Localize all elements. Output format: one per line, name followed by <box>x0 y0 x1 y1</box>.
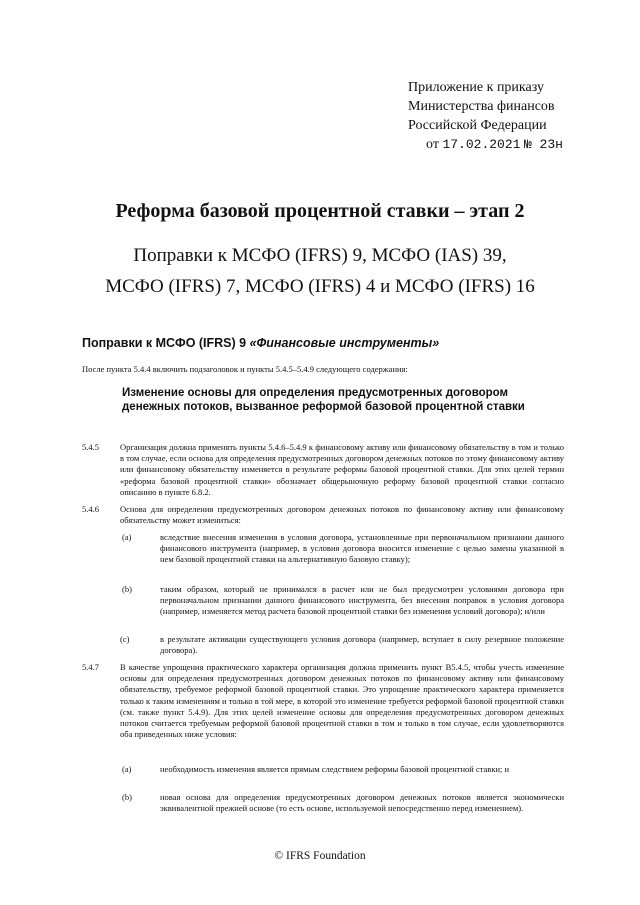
order-stamp <box>408 78 608 154</box>
stamp-from-label: от <box>426 137 439 152</box>
list-item-label: (с) <box>120 634 130 644</box>
paragraph-number: 5.4.6 <box>82 504 99 514</box>
document-title: Реформа базовой процентной ставки – этап 2 <box>115 200 525 222</box>
stamp-date-line <box>426 135 608 154</box>
stamp-date: 17.02.2021 <box>442 137 521 152</box>
list-item-label: (а) <box>122 532 132 542</box>
stamp-line-2: Министерства финансов <box>408 99 555 114</box>
stamp-line-3: Российской Федерации <box>408 118 547 133</box>
section-intro: После пункта 5.4.4 включить подзаголовок и пункты 5.4.5–5.4.9 следующего содержания: <box>82 364 408 374</box>
subheading: Изменение основы для определения предусмотренных договором денежных потоков, вызванное реформой базовой процентной ставки <box>122 387 525 413</box>
list-item-text: необходимость изменения является прямым следствием реформы базовой процентной ставки; и <box>160 764 510 774</box>
subtitle-line-1: Поправки к МСФО (IFRS) 9, МСФО (IAS) 39, <box>133 245 507 266</box>
paragraph-number: 5.4.7 <box>82 662 99 672</box>
list-item-label: (b) <box>122 584 132 594</box>
page-footer: © IFRS Foundation <box>274 850 366 862</box>
list-item-label: (b) <box>122 792 132 802</box>
subtitle-line-2: МСФО (IFRS) 7, МСФО (IFRS) 4 и МСФО (IFRS) 16 <box>105 276 535 297</box>
section-heading-italic: «Финансовые инструменты» <box>249 336 440 350</box>
section-heading-plain: Поправки к МСФО (IFRS) 9 <box>82 336 250 350</box>
document-subtitle <box>0 240 640 302</box>
list-item-text: таким образом, который не принимался в расчет или не был предусмотрен условиями договора при первоначальном признании данного финансового инструмента, без внесения поправок в условия договора (например, изменяется метод расчета базовой процентной ставки без изменения условий договора); и/или <box>160 584 564 617</box>
paragraph-text: Основа для определения предусмотренных договором денежных потоков по финансовому активу или финансовому обязательству может измениться: <box>120 504 564 526</box>
list-item-text: в результате активации существующего условия договора (например, вступает в силу резервное положение договора). <box>160 634 564 656</box>
paragraph-text: Организация должна применять пункты 5.4.6–5.4.9 к финансовому активу или финансовому обязательству в том и только в том случае, если основа для определения предусмотренных договором денежных потоков по этому финансовому активу или финансовому обязательству изменяется в результате реформы базовой процентной ставки. Для этих целей термин «реформа базовой процентной ставки» обозначает общерыночную реформу базовой процентной ставки согласно описанию в пункте 6.8.2. <box>120 442 564 497</box>
stamp-number: № 23н <box>523 137 563 152</box>
paragraph-text: В качестве упрощения практического характера организация должна применить пункт B5.4.5, чтобы учесть изменение основы для определения предусмотренных договором денежных потоков по финансовому активу или финансовому обязательству, требуемое реформой базовой процентной ставки. Это упрощение практического характера применяется только к таким изменениям и только в той мере, в которой это изменение требуется реформой базовой процентной ставки (см. также пункт 5.4.9). Для этих целей изменение основы для определения предусмотренных договором денежных потоков считается требуемым реформой базовой процентной ставки в том и только в том случае, если удовлетворяются оба приведенных ниже условия: <box>120 662 564 740</box>
stamp-line-1: Приложение к приказу <box>408 80 544 95</box>
list-item-text: новая основа для определения предусмотренных договором денежных потоков является экономически эквивалентной прежней основе (то есть основе, используемой непосредственно перед изменением). <box>160 792 564 814</box>
section-heading <box>82 336 439 350</box>
list-item-text: вследствие внесения изменения в условия договора, установленные при первоначальном признании данного финансового инструмента (например, в условия договора вносится изменение с целью замены указанной в нем базовой процентной ставки на альтернативную базовую ставку); <box>160 532 564 565</box>
list-item-label: (а) <box>122 764 132 774</box>
paragraph-number: 5.4.5 <box>82 442 99 452</box>
